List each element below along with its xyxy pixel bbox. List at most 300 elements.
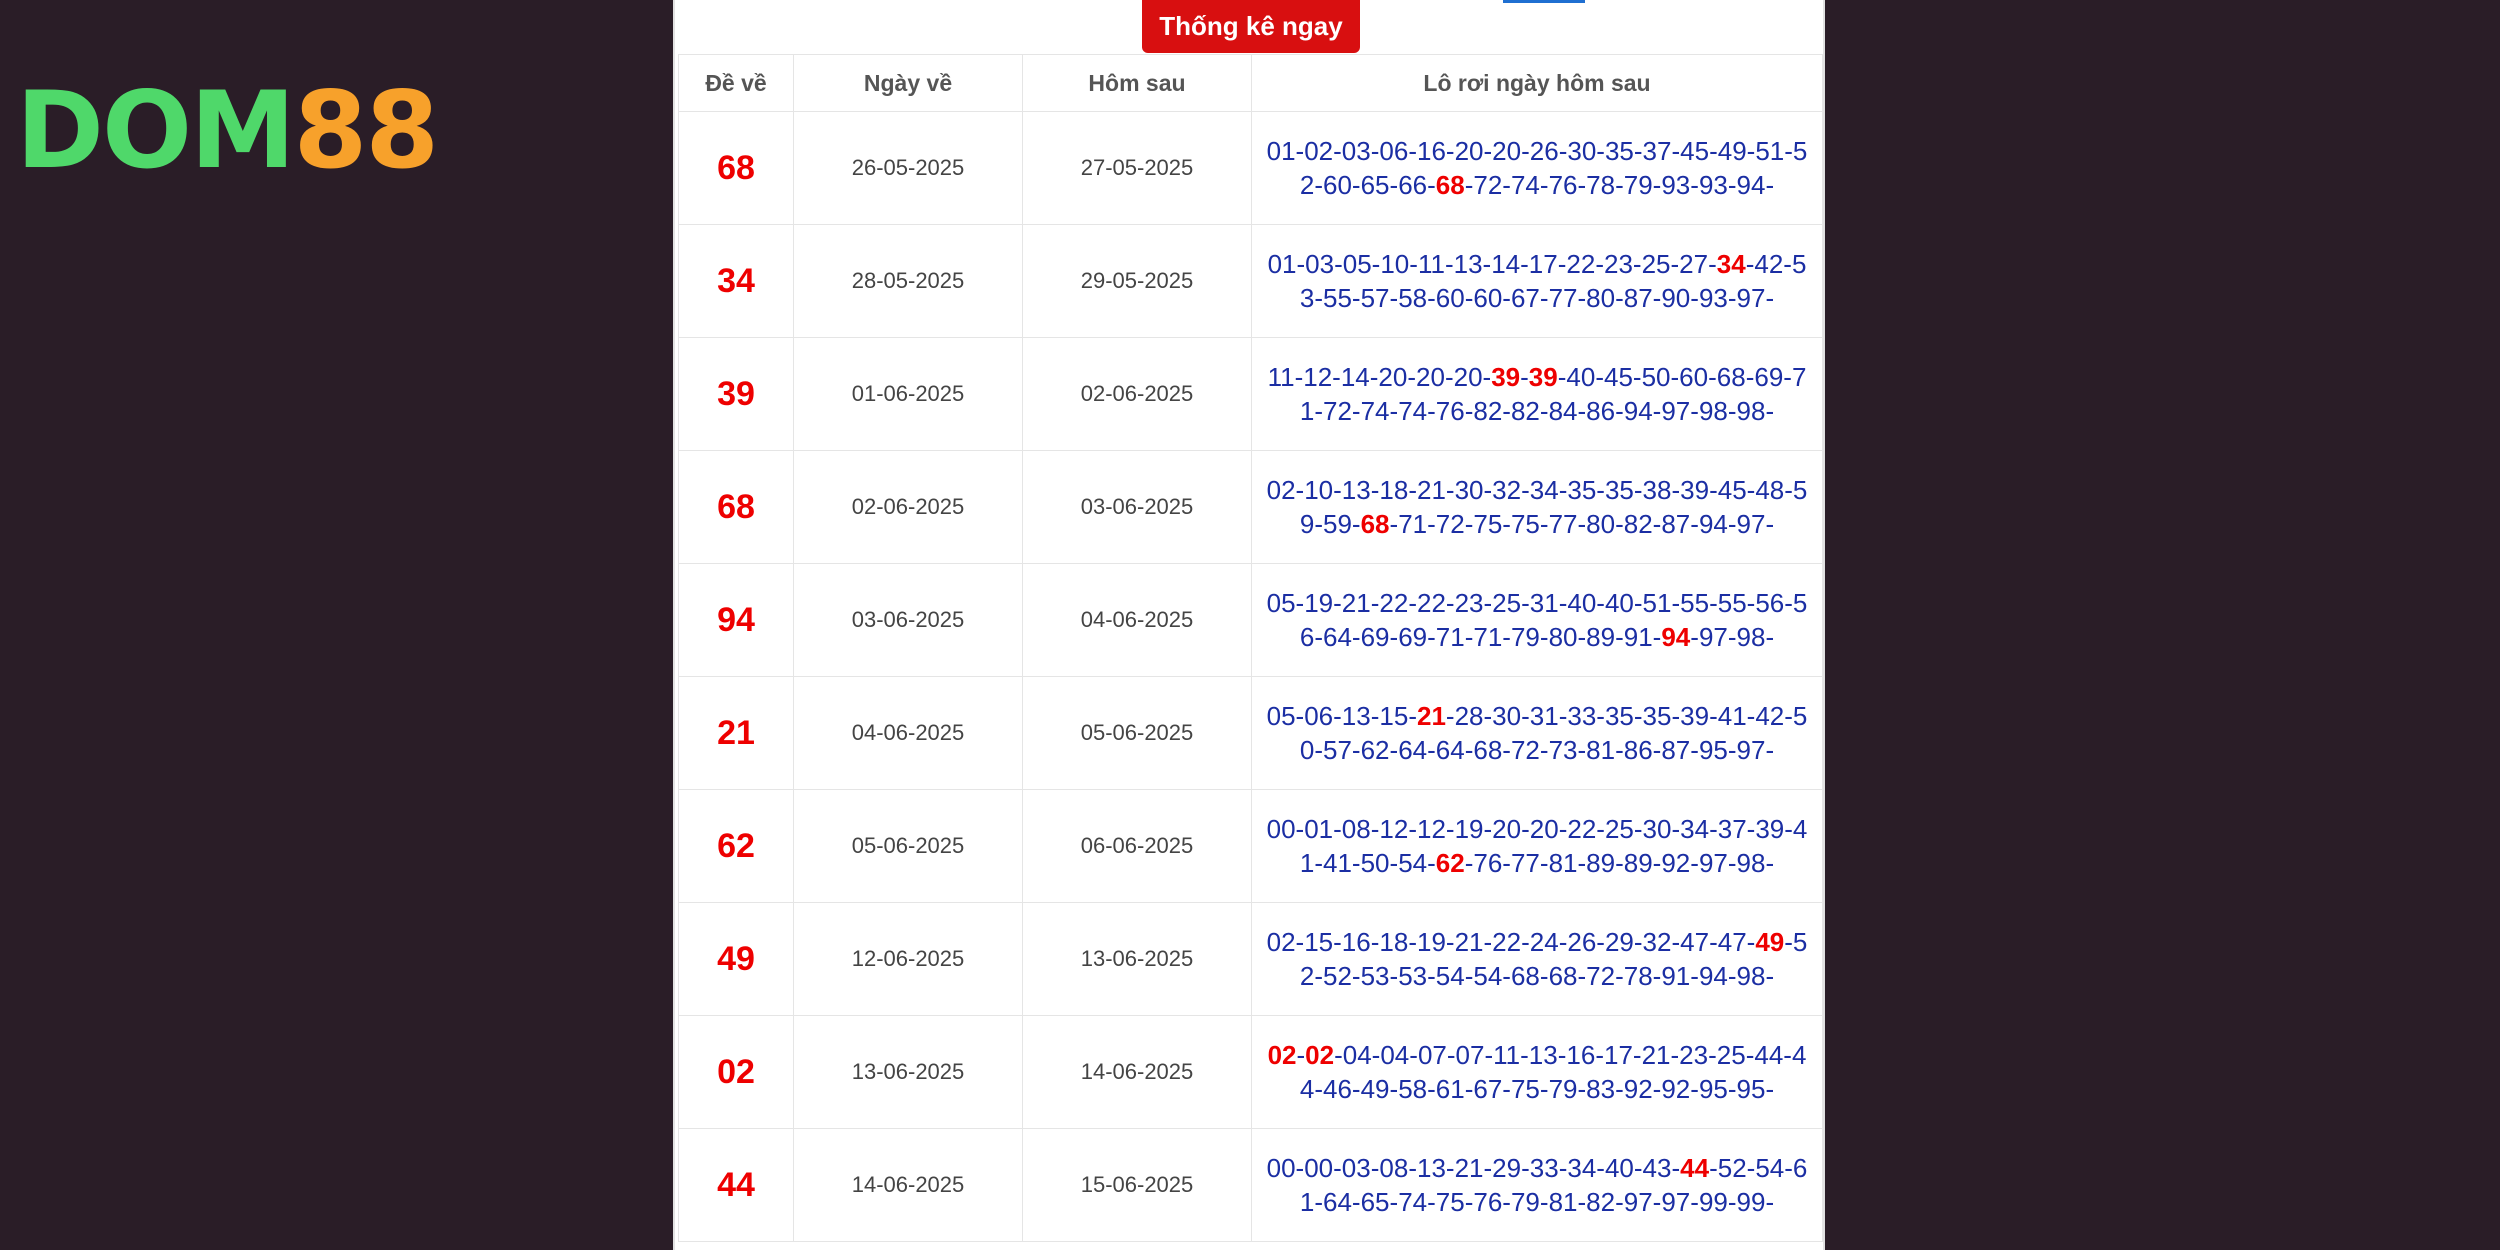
- lo-number: 35: [1642, 701, 1672, 731]
- lo-number: 92: [1623, 1074, 1653, 1104]
- lo-number: 53: [1299, 249, 1807, 313]
- lo-number: 95: [1698, 1074, 1728, 1104]
- lo-roi-cell: 01-03-05-10-11-13-14-17-22-23-25-27-34-42-53-55-57-58-60-60-67-77-80-87-90-93-97-: [1252, 225, 1823, 338]
- lo-number: 10: [1380, 249, 1410, 279]
- lo-number: 97: [1661, 1187, 1691, 1217]
- column-header-lo-roi: Lô rơi ngày hôm sau: [1252, 55, 1823, 112]
- lo-number: 89: [1623, 848, 1653, 878]
- lo-number: 68: [1510, 961, 1540, 991]
- lo-number: 26: [1567, 927, 1597, 957]
- ngay-ve-cell: 01-06-2025: [794, 338, 1023, 451]
- lo-number: 44: [1680, 1153, 1710, 1183]
- lo-number: 20: [1453, 362, 1483, 392]
- thong-ke-ngay-button[interactable]: Thống kê ngay: [1142, 0, 1360, 53]
- lo-number: 49: [1717, 136, 1747, 166]
- de-ve-cell: 68: [679, 451, 794, 564]
- lo-number: 57: [1323, 735, 1352, 765]
- lo-number: 58: [1398, 1074, 1428, 1104]
- lo-number: 35: [1604, 701, 1634, 731]
- column-header-de-ve: Đề về: [679, 55, 794, 112]
- hom-sau-cell: 29-05-2025: [1023, 225, 1252, 338]
- lo-number: 20: [1378, 362, 1408, 392]
- lo-number: 76: [1548, 170, 1578, 200]
- lo-number: 03: [1341, 136, 1371, 166]
- lo-number: 39: [1680, 701, 1710, 731]
- lo-number: 05: [1266, 588, 1296, 618]
- lo-number: 95: [1698, 735, 1728, 765]
- column-header-ngay-ve: Ngày về: [794, 55, 1023, 112]
- lo-number: 22: [1566, 249, 1596, 279]
- lo-number: 33: [1567, 701, 1597, 731]
- hom-sau-cell: 13-06-2025: [1023, 903, 1252, 1016]
- lo-number: 14: [1340, 362, 1370, 392]
- lo-number: 54: [1398, 848, 1428, 878]
- lo-number: 68: [1548, 961, 1578, 991]
- lo-number: 39: [1755, 814, 1785, 844]
- lo-number: 13: [1341, 701, 1371, 731]
- hom-sau-cell: 04-06-2025: [1023, 564, 1252, 677]
- lo-roi-cell: 05-06-13-15-21-28-30-31-33-35-35-39-41-42-50-57-62-64-64-68-72-73-81-86-87-95-97-: [1252, 677, 1823, 790]
- table-row: [679, 903, 1823, 1016]
- lo-number: 76: [1473, 848, 1503, 878]
- lo-number: 12: [1303, 362, 1333, 392]
- top-tab-indicator: [1503, 0, 1585, 3]
- lo-number: 79: [1548, 1074, 1578, 1104]
- lo-number: 68: [1435, 170, 1465, 200]
- lo-number: 27: [1679, 249, 1709, 279]
- lo-number: 13: [1453, 249, 1483, 279]
- lo-number: 08: [1379, 1153, 1409, 1183]
- lo-number: 21: [1454, 1153, 1484, 1183]
- lo-number: 20: [1529, 814, 1559, 844]
- lo-number: 41: [1299, 814, 1808, 878]
- lo-number: 80: [1586, 283, 1616, 313]
- de-ve-cell: 49: [679, 903, 794, 1016]
- lo-number: 05: [1342, 249, 1372, 279]
- lo-number: 49: [1360, 1074, 1390, 1104]
- lo-number: 55: [1323, 283, 1352, 313]
- lo-number: 23: [1454, 588, 1484, 618]
- lo-number: 46: [1323, 1074, 1352, 1104]
- lo-number: 80: [1586, 509, 1616, 539]
- lo-number: 20: [1492, 814, 1522, 844]
- lo-number: 38: [1642, 475, 1672, 505]
- ngay-ve-cell: 14-06-2025: [794, 1129, 1023, 1242]
- lo-number: 01: [1304, 814, 1334, 844]
- lo-number: 93: [1661, 170, 1691, 200]
- lo-number: 15: [1379, 701, 1409, 731]
- dom88-logo: [16, 69, 438, 192]
- lo-number: 13: [1528, 1040, 1558, 1070]
- lo-number: 75: [1473, 509, 1503, 539]
- lo-number: 37: [1717, 814, 1747, 844]
- ngay-ve-cell: 28-05-2025: [794, 225, 1023, 338]
- lo-number: 91: [1661, 961, 1691, 991]
- lo-number: 22: [1416, 588, 1446, 618]
- lo-number: 97: [1623, 1187, 1653, 1217]
- lo-number: 02: [1305, 1040, 1335, 1070]
- lo-number: 98: [1736, 396, 1766, 426]
- lo-number: 67: [1510, 283, 1540, 313]
- hom-sau-cell: 05-06-2025: [1023, 677, 1252, 790]
- lo-number: 83: [1586, 1074, 1616, 1104]
- lo-number: 01: [1266, 136, 1296, 166]
- lo-number: 30: [1454, 475, 1484, 505]
- lo-number: 67: [1473, 1074, 1503, 1104]
- lo-number: 34: [1716, 249, 1746, 279]
- lo-number: 87: [1661, 509, 1691, 539]
- lo-number: 19: [1416, 927, 1446, 957]
- lo-number: 77: [1548, 509, 1578, 539]
- lo-number: 62: [1360, 735, 1390, 765]
- lo-number: 92: [1661, 848, 1691, 878]
- lo-number: 97: [1736, 509, 1766, 539]
- lo-number: 69: [1398, 622, 1428, 652]
- lo-number: 92: [1661, 1074, 1691, 1104]
- lo-number: 86: [1623, 735, 1653, 765]
- lo-number: 74: [1360, 396, 1390, 426]
- lo-number: 16: [1416, 136, 1446, 166]
- lo-number: 23: [1603, 249, 1633, 279]
- lo-number: 15: [1304, 927, 1334, 957]
- lo-number: 72: [1323, 396, 1352, 426]
- lo-number: 40: [1604, 1153, 1634, 1183]
- lo-number: 69: [1754, 362, 1784, 392]
- table-header-row: [679, 55, 1823, 112]
- lo-number: 39: [1680, 475, 1710, 505]
- lo-number: 82: [1623, 509, 1653, 539]
- table-row: [679, 677, 1823, 790]
- lo-number: 02: [1266, 475, 1296, 505]
- lo-number: 11: [1493, 1040, 1521, 1070]
- lo-number: 25: [1492, 588, 1522, 618]
- lo-number: 52: [1299, 927, 1808, 991]
- lo-number: 31: [1529, 588, 1559, 618]
- ngay-ve-cell: 12-06-2025: [794, 903, 1023, 1016]
- lo-number: 40: [1604, 588, 1634, 618]
- hom-sau-cell: 14-06-2025: [1023, 1016, 1252, 1129]
- lo-number: 31: [1529, 701, 1559, 731]
- lo-number: 21: [1641, 1040, 1671, 1070]
- lo-number: 74: [1398, 1187, 1428, 1217]
- lo-roi-cell: 02-10-13-18-21-30-32-34-35-35-38-39-45-48-59-59-68-71-72-75-75-77-80-82-87-94-97-: [1252, 451, 1823, 564]
- lo-number: 54: [1755, 1153, 1785, 1183]
- lo-number: 73: [1548, 735, 1578, 765]
- lo-number: 30: [1642, 814, 1672, 844]
- lo-number: 76: [1435, 396, 1465, 426]
- lo-number: 19: [1304, 588, 1334, 618]
- lo-number: 99: [1698, 1187, 1728, 1217]
- lo-number: 94: [1623, 396, 1653, 426]
- lo-number: 06: [1379, 136, 1409, 166]
- lo-number: 68: [1473, 735, 1503, 765]
- de-ve-cell: 62: [679, 790, 794, 903]
- lo-number: 32: [1492, 475, 1522, 505]
- lo-number: 60: [1435, 283, 1465, 313]
- lo-number: 60: [1679, 362, 1709, 392]
- lo-number: 86: [1586, 396, 1616, 426]
- de-ve-cell: 94: [679, 564, 794, 677]
- lo-number: 64: [1323, 1187, 1352, 1217]
- lo-number: 74: [1398, 396, 1428, 426]
- lo-number: 02: [1304, 136, 1334, 166]
- lo-roi-cell: 02-02-04-04-07-07-11-13-16-17-21-23-25-44-44-46-49-58-61-67-75-79-83-92-92-95-95-: [1252, 1016, 1823, 1129]
- lo-number: 18: [1379, 927, 1409, 957]
- lo-number: 97: [1736, 283, 1766, 313]
- table-row: [679, 1129, 1823, 1242]
- lo-number: 30: [1492, 701, 1522, 731]
- lo-number: 11: [1267, 362, 1295, 392]
- lo-number: 45: [1680, 136, 1710, 166]
- lo-number: 43: [1642, 1153, 1672, 1183]
- lo-number: 84: [1548, 396, 1578, 426]
- logo-text-88: 88: [293, 69, 438, 192]
- de-ve-cell: 39: [679, 338, 794, 451]
- lo-number: 50: [1299, 701, 1808, 765]
- table-row: [679, 338, 1823, 451]
- lo-number: 35: [1567, 475, 1597, 505]
- lo-number: 79: [1510, 1187, 1540, 1217]
- lo-number: 59: [1323, 509, 1352, 539]
- lo-number: 90: [1661, 283, 1691, 313]
- lo-number: 98: [1736, 622, 1766, 652]
- lo-number: 39: [1491, 362, 1521, 392]
- lo-number: 26: [1529, 136, 1559, 166]
- de-ve-cell: 21: [679, 677, 794, 790]
- lo-number: 82: [1473, 396, 1503, 426]
- lo-number: 02: [1266, 927, 1296, 957]
- lo-number: 48: [1755, 475, 1785, 505]
- table-row: [679, 112, 1823, 225]
- lo-number: 22: [1567, 814, 1597, 844]
- lo-number: 94: [1698, 509, 1728, 539]
- table-row: [679, 451, 1823, 564]
- lo-roi-cell: 00-01-08-12-12-19-20-20-22-25-30-34-37-39-41-41-50-54-62-76-77-81-89-89-92-97-98-: [1252, 790, 1823, 903]
- lo-number: 13: [1416, 1153, 1446, 1183]
- lo-number: 97: [1698, 848, 1728, 878]
- stats-panel: [673, 0, 1825, 1250]
- lo-number: 98: [1736, 848, 1766, 878]
- lo-number: 81: [1548, 848, 1578, 878]
- lo-number: 87: [1661, 735, 1691, 765]
- lo-number: 78: [1623, 961, 1653, 991]
- de-ve-cell: 44: [679, 1129, 794, 1242]
- lo-number: 65: [1360, 170, 1390, 200]
- lo-number: 68: [1716, 362, 1746, 392]
- lo-number: 10: [1304, 475, 1334, 505]
- lo-number: 95: [1736, 1074, 1766, 1104]
- lo-number: 04: [1342, 1040, 1372, 1070]
- lo-number: 89: [1586, 848, 1616, 878]
- lo-roi-cell: 00-00-03-08-13-21-29-33-34-40-43-44-52-54-61-64-65-74-75-76-79-81-82-97-97-99-99-: [1252, 1129, 1823, 1242]
- lo-number: 07: [1417, 1040, 1447, 1070]
- lo-number: 34: [1567, 1153, 1597, 1183]
- ngay-ve-cell: 02-06-2025: [794, 451, 1023, 564]
- lo-number: 81: [1586, 735, 1616, 765]
- hom-sau-cell: 06-06-2025: [1023, 790, 1252, 903]
- lo-number: 61: [1435, 1074, 1465, 1104]
- hom-sau-cell: 02-06-2025: [1023, 338, 1252, 451]
- lo-number: 60: [1473, 283, 1503, 313]
- lo-number: 29: [1604, 927, 1634, 957]
- lo-number: 07: [1455, 1040, 1485, 1070]
- lo-number: 03: [1305, 249, 1335, 279]
- lo-number: 54: [1473, 961, 1503, 991]
- lo-number: 75: [1510, 1074, 1540, 1104]
- lo-number: 21: [1416, 701, 1446, 731]
- lo-roi-cell: 05-19-21-22-22-23-25-31-40-40-51-55-55-56-56-64-69-69-71-71-79-80-89-91-94-97-98-: [1252, 564, 1823, 677]
- lo-number: 32: [1642, 927, 1672, 957]
- lo-number: 87: [1623, 283, 1653, 313]
- lo-number: 13: [1341, 475, 1371, 505]
- lo-number: 72: [1586, 961, 1616, 991]
- lo-number: 97: [1698, 622, 1728, 652]
- ngay-ve-cell: 04-06-2025: [794, 677, 1023, 790]
- lo-number: 98: [1736, 961, 1766, 991]
- lo-number: 91: [1623, 622, 1653, 652]
- lo-number: 33: [1529, 1153, 1559, 1183]
- lo-number: 44: [1754, 1040, 1784, 1070]
- lo-number: 40: [1567, 588, 1597, 618]
- lo-number: 64: [1323, 622, 1352, 652]
- lo-number: 00: [1304, 1153, 1334, 1183]
- ngay-ve-cell: 03-06-2025: [794, 564, 1023, 677]
- lo-number: 47: [1680, 927, 1710, 957]
- lo-number: 66: [1398, 170, 1428, 200]
- lo-number: 64: [1398, 735, 1428, 765]
- lo-number: 24: [1529, 927, 1559, 957]
- ngay-ve-cell: 13-06-2025: [794, 1016, 1023, 1129]
- lo-number: 35: [1604, 475, 1634, 505]
- lo-number: 41: [1717, 701, 1747, 731]
- lo-number: 21: [1341, 588, 1371, 618]
- lo-number: 34: [1529, 475, 1559, 505]
- lo-number: 40: [1566, 362, 1596, 392]
- lo-number: 19: [1454, 814, 1484, 844]
- lo-number: 53: [1398, 961, 1428, 991]
- lo-number: 94: [1661, 622, 1691, 652]
- lo-number: 76: [1473, 1187, 1503, 1217]
- lo-number: 17: [1603, 1040, 1633, 1070]
- lo-number: 22: [1379, 588, 1409, 618]
- lo-number: 42: [1755, 701, 1785, 731]
- lo-number: 45: [1717, 475, 1747, 505]
- lo-number: 06: [1304, 701, 1334, 731]
- lo-number: 54: [1435, 961, 1465, 991]
- lo-number: 20: [1454, 136, 1484, 166]
- lo-number: 17: [1528, 249, 1558, 279]
- lo-number: 71: [1473, 622, 1503, 652]
- lo-number: 77: [1548, 283, 1578, 313]
- lo-number: 97: [1736, 735, 1766, 765]
- hom-sau-cell: 15-06-2025: [1023, 1129, 1252, 1242]
- lo-roi-cell: 11-12-14-20-20-20-39-39-40-45-50-60-68-69-71-72-74-74-76-82-82-84-86-94-97-98-98-: [1252, 338, 1823, 451]
- lo-number: 71: [1299, 362, 1807, 426]
- lo-number: 71: [1435, 622, 1465, 652]
- table-row: [679, 564, 1823, 677]
- lo-roi-cell: 01-02-03-06-16-20-20-26-30-35-37-45-49-51-52-60-65-66-68-72-74-76-78-79-93-93-94-: [1252, 112, 1823, 225]
- lo-number: 50: [1641, 362, 1671, 392]
- lo-number: 49: [1755, 927, 1785, 957]
- lo-number: 55: [1717, 588, 1747, 618]
- lo-number: 98: [1698, 396, 1728, 426]
- lo-number: 64: [1435, 735, 1465, 765]
- lo-number: 99: [1736, 1187, 1766, 1217]
- lo-number: 00: [1266, 1153, 1296, 1183]
- lo-number: 42: [1754, 249, 1784, 279]
- lo-number: 47: [1717, 927, 1747, 957]
- lo-number: 21: [1454, 927, 1484, 957]
- lo-number: 81: [1548, 1187, 1578, 1217]
- lo-roi-cell: 02-15-16-18-19-21-22-24-26-29-32-47-47-49-52-52-53-53-54-54-68-68-72-78-91-94-98-: [1252, 903, 1823, 1016]
- hom-sau-cell: 27-05-2025: [1023, 112, 1252, 225]
- lo-number: 16: [1341, 927, 1371, 957]
- lo-number: 11: [1417, 249, 1445, 279]
- lo-number: 05: [1266, 701, 1296, 731]
- lo-number: 69: [1360, 622, 1390, 652]
- ngay-ve-cell: 05-06-2025: [794, 790, 1023, 903]
- lo-number: 68: [1360, 509, 1390, 539]
- table-row: [679, 225, 1823, 338]
- lo-number: 52: [1323, 961, 1352, 991]
- lo-number: 20: [1416, 362, 1445, 392]
- lo-number: 56: [1299, 588, 1808, 652]
- lo-number: 25: [1716, 1040, 1746, 1070]
- logo-text-dom: DOM: [16, 69, 294, 192]
- lo-number: 30: [1567, 136, 1597, 166]
- lo-number: 82: [1510, 396, 1540, 426]
- lo-number: 23: [1679, 1040, 1709, 1070]
- lo-number: 08: [1341, 814, 1371, 844]
- lo-number: 01: [1267, 249, 1297, 279]
- lo-number: 37: [1642, 136, 1672, 166]
- lo-number: 57: [1360, 283, 1390, 313]
- lo-number: 77: [1510, 848, 1540, 878]
- lo-number: 53: [1360, 961, 1390, 991]
- lo-number: 72: [1435, 509, 1465, 539]
- lo-number: 14: [1491, 249, 1521, 279]
- lo-number: 03: [1341, 1153, 1371, 1183]
- hom-sau-cell: 03-06-2025: [1023, 451, 1252, 564]
- lo-number: 21: [1416, 475, 1446, 505]
- table-row: [679, 790, 1823, 903]
- lo-number: 62: [1435, 848, 1465, 878]
- table-row: [679, 1016, 1823, 1129]
- stats-table: [678, 54, 1823, 1242]
- lo-number: 25: [1641, 249, 1671, 279]
- lo-number: 41: [1323, 848, 1352, 878]
- de-ve-cell: 02: [679, 1016, 794, 1129]
- lo-number: 45: [1603, 362, 1633, 392]
- lo-number: 02: [1267, 1040, 1297, 1070]
- lo-number: 52: [1299, 136, 1808, 200]
- lo-number: 93: [1698, 170, 1728, 200]
- lo-number: 94: [1698, 961, 1728, 991]
- lo-number: 89: [1586, 622, 1616, 652]
- lo-number: 35: [1604, 136, 1634, 166]
- lo-number: 29: [1492, 1153, 1522, 1183]
- ngay-ve-cell: 26-05-2025: [794, 112, 1023, 225]
- lo-number: 12: [1416, 814, 1446, 844]
- lo-number: 12: [1379, 814, 1409, 844]
- lo-number: 82: [1586, 1187, 1616, 1217]
- lo-number: 00: [1266, 814, 1296, 844]
- lo-number: 75: [1510, 509, 1540, 539]
- lo-number: 56: [1755, 588, 1785, 618]
- lo-number: 44: [1299, 1040, 1807, 1104]
- lo-number: 78: [1586, 170, 1616, 200]
- lo-number: 52: [1717, 1153, 1747, 1183]
